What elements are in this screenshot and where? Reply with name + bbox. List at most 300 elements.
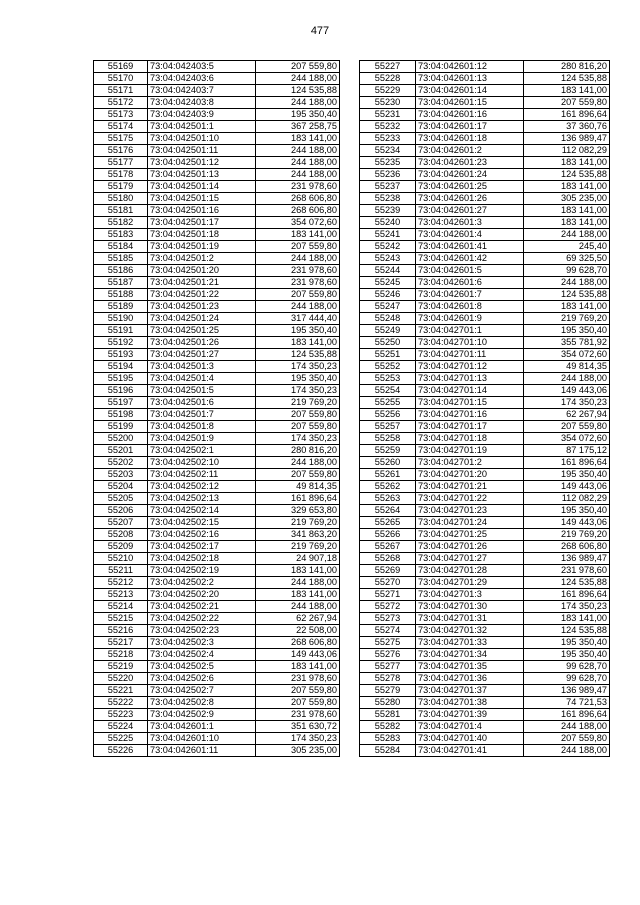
record-number-cell: 55275 — [360, 637, 416, 649]
table-row — [360, 409, 610, 421]
table-row — [360, 481, 610, 493]
cadastral-number-cell: 73:04:042501:17 — [148, 217, 256, 229]
value-cell: 62 267,94 — [256, 613, 340, 625]
record-number-cell: 55241 — [360, 229, 416, 241]
table-row — [360, 529, 610, 541]
cadastral-number-cell: 73:04:042601:8 — [416, 301, 524, 313]
record-number-cell: 55252 — [360, 361, 416, 373]
record-number-cell: 55227 — [360, 61, 416, 73]
cadastral-number-cell: 73:04:042501:14 — [148, 181, 256, 193]
table-row — [360, 397, 610, 409]
cadastral-number-cell: 73:04:042501:24 — [148, 313, 256, 325]
cadastral-number-cell: 73:04:042701:36 — [416, 673, 524, 685]
cadastral-number-cell: 73:04:042501:23 — [148, 301, 256, 313]
table-row — [360, 493, 610, 505]
table-row — [360, 745, 610, 757]
table-row — [360, 553, 610, 565]
record-number-cell: 55284 — [360, 745, 416, 757]
record-number-cell: 55234 — [360, 145, 416, 157]
value-cell: 195 350,40 — [524, 469, 610, 481]
table-row — [94, 301, 340, 313]
table-row — [360, 301, 610, 313]
table-row — [94, 553, 340, 565]
value-cell: 24 907,18 — [256, 553, 340, 565]
table-row — [94, 253, 340, 265]
table-row — [360, 433, 610, 445]
table-row — [360, 121, 610, 133]
value-cell: 124 535,88 — [524, 73, 610, 85]
table-row — [360, 109, 610, 121]
cadastral-number-cell: 73:04:042701:1 — [416, 325, 524, 337]
record-number-cell: 55218 — [94, 649, 148, 661]
table-row — [360, 697, 610, 709]
table-row — [94, 385, 340, 397]
record-number-cell: 55177 — [94, 157, 148, 169]
cadastral-number-cell: 73:04:042403:6 — [148, 73, 256, 85]
table-row — [360, 385, 610, 397]
value-cell: 195 350,40 — [524, 325, 610, 337]
value-cell: 244 188,00 — [256, 577, 340, 589]
record-number-cell: 55232 — [360, 121, 416, 133]
value-cell: 244 188,00 — [256, 601, 340, 613]
table-row — [360, 709, 610, 721]
value-cell: 244 188,00 — [256, 169, 340, 181]
table-row — [94, 625, 340, 637]
record-number-cell: 55248 — [360, 313, 416, 325]
table-row — [94, 433, 340, 445]
table-row — [94, 337, 340, 349]
record-number-cell: 55193 — [94, 349, 148, 361]
table-row — [360, 469, 610, 481]
record-number-cell: 55264 — [360, 505, 416, 517]
table-row — [94, 637, 340, 649]
right-table — [359, 60, 610, 757]
table-row — [360, 253, 610, 265]
table-row — [94, 649, 340, 661]
table-row — [360, 565, 610, 577]
value-cell: 183 141,00 — [524, 85, 610, 97]
cadastral-number-cell: 73:04:042601:27 — [416, 205, 524, 217]
value-cell: 219 769,20 — [524, 313, 610, 325]
table-row — [94, 745, 340, 757]
cadastral-number-cell: 73:04:042502:18 — [148, 553, 256, 565]
value-cell: 244 188,00 — [256, 97, 340, 109]
cadastral-number-cell: 73:04:042601:42 — [416, 253, 524, 265]
cadastral-number-cell: 73:04:042502:3 — [148, 637, 256, 649]
record-number-cell: 55209 — [94, 541, 148, 553]
record-number-cell: 55212 — [94, 577, 148, 589]
record-number-cell: 55280 — [360, 697, 416, 709]
record-number-cell: 55235 — [360, 157, 416, 169]
table-row — [360, 589, 610, 601]
value-cell: 207 559,80 — [524, 421, 610, 433]
cadastral-number-cell: 73:04:042701:35 — [416, 661, 524, 673]
record-number-cell: 55189 — [94, 301, 148, 313]
table-row — [360, 181, 610, 193]
cadastral-number-cell: 73:04:042701:33 — [416, 637, 524, 649]
value-cell: 124 535,88 — [524, 169, 610, 181]
record-number-cell: 55216 — [94, 625, 148, 637]
table-row — [360, 61, 610, 73]
record-number-cell: 55170 — [94, 73, 148, 85]
cadastral-number-cell: 73:04:042501:22 — [148, 289, 256, 301]
record-number-cell: 55256 — [360, 409, 416, 421]
record-number-cell: 55226 — [94, 745, 148, 757]
cadastral-number-cell: 73:04:042502:8 — [148, 697, 256, 709]
record-number-cell: 55194 — [94, 361, 148, 373]
table-row — [360, 637, 610, 649]
value-cell: 268 606,80 — [256, 637, 340, 649]
cadastral-number-cell: 73:04:042701:37 — [416, 685, 524, 697]
record-number-cell: 55169 — [94, 61, 148, 73]
value-cell: 183 141,00 — [524, 613, 610, 625]
record-number-cell: 55243 — [360, 253, 416, 265]
record-number-cell: 55267 — [360, 541, 416, 553]
value-cell: 99 628,70 — [524, 661, 610, 673]
cadastral-number-cell: 73:04:042601:10 — [148, 733, 256, 745]
cadastral-number-cell: 73:04:042701:3 — [416, 589, 524, 601]
table-row — [360, 733, 610, 745]
table-row — [94, 169, 340, 181]
table-row — [94, 421, 340, 433]
record-number-cell: 55278 — [360, 673, 416, 685]
table-row — [360, 577, 610, 589]
table-row — [94, 241, 340, 253]
value-cell: 231 978,60 — [256, 181, 340, 193]
record-number-cell: 55220 — [94, 673, 148, 685]
cadastral-number-cell: 73:04:042701:24 — [416, 517, 524, 529]
record-number-cell: 55268 — [360, 553, 416, 565]
record-number-cell: 55173 — [94, 109, 148, 121]
table-row — [360, 349, 610, 361]
record-number-cell: 55201 — [94, 445, 148, 457]
cadastral-number-cell: 73:04:042601:18 — [416, 133, 524, 145]
cadastral-number-cell: 73:04:042701:28 — [416, 565, 524, 577]
cadastral-number-cell: 73:04:042502:2 — [148, 577, 256, 589]
record-number-cell: 55178 — [94, 169, 148, 181]
table-row — [360, 613, 610, 625]
record-number-cell: 55230 — [360, 97, 416, 109]
cadastral-number-cell: 73:04:042701:23 — [416, 505, 524, 517]
cadastral-number-cell: 73:04:042601:6 — [416, 277, 524, 289]
value-cell: 99 628,70 — [524, 265, 610, 277]
record-number-cell: 55210 — [94, 553, 148, 565]
table-row — [360, 193, 610, 205]
value-cell: 280 816,20 — [524, 61, 610, 73]
table-row — [94, 673, 340, 685]
record-number-cell: 55266 — [360, 529, 416, 541]
cadastral-number-cell: 73:04:042701:38 — [416, 697, 524, 709]
record-number-cell: 55211 — [94, 565, 148, 577]
value-cell: 22 508,00 — [256, 625, 340, 637]
cadastral-number-cell: 73:04:042501:10 — [148, 133, 256, 145]
value-cell: 219 769,20 — [256, 517, 340, 529]
cadastral-number-cell: 73:04:042601:23 — [416, 157, 524, 169]
cadastral-number-cell: 73:04:042502:21 — [148, 601, 256, 613]
cadastral-number-cell: 73:04:042601:41 — [416, 241, 524, 253]
record-number-cell: 55253 — [360, 373, 416, 385]
table-row — [94, 577, 340, 589]
cadastral-number-cell: 73:04:042601:15 — [416, 97, 524, 109]
record-number-cell: 55262 — [360, 481, 416, 493]
value-cell: 124 535,88 — [524, 289, 610, 301]
value-cell: 195 350,40 — [256, 109, 340, 121]
value-cell: 183 141,00 — [524, 301, 610, 313]
record-number-cell: 55251 — [360, 349, 416, 361]
record-number-cell: 55244 — [360, 265, 416, 277]
cadastral-number-cell: 73:04:042501:25 — [148, 325, 256, 337]
table-row — [360, 601, 610, 613]
cadastral-number-cell: 73:04:042502:22 — [148, 613, 256, 625]
value-cell: 317 444,40 — [256, 313, 340, 325]
cadastral-number-cell: 73:04:042501:19 — [148, 241, 256, 253]
value-cell: 183 141,00 — [256, 661, 340, 673]
table-row — [360, 289, 610, 301]
cadastral-number-cell: 73:04:042502:23 — [148, 625, 256, 637]
cadastral-number-cell: 73:04:042502:20 — [148, 589, 256, 601]
value-cell: 244 188,00 — [524, 721, 610, 733]
table-row — [94, 289, 340, 301]
record-number-cell: 55247 — [360, 301, 416, 313]
cadastral-number-cell: 73:04:042502:13 — [148, 493, 256, 505]
value-cell: 280 816,20 — [256, 445, 340, 457]
value-cell: 207 559,80 — [524, 97, 610, 109]
cadastral-number-cell: 73:04:042701:10 — [416, 337, 524, 349]
value-cell: 231 978,60 — [524, 565, 610, 577]
cadastral-number-cell: 73:04:042701:39 — [416, 709, 524, 721]
cadastral-number-cell: 73:04:042501:26 — [148, 337, 256, 349]
record-number-cell: 55215 — [94, 613, 148, 625]
table-row — [360, 457, 610, 469]
table-row — [94, 325, 340, 337]
record-number-cell: 55179 — [94, 181, 148, 193]
cadastral-number-cell: 73:04:042701:41 — [416, 745, 524, 757]
value-cell: 268 606,80 — [256, 205, 340, 217]
table-row — [360, 73, 610, 85]
table-row — [360, 661, 610, 673]
record-number-cell: 55204 — [94, 481, 148, 493]
cadastral-number-cell: 73:04:042502:10 — [148, 457, 256, 469]
value-cell: 174 350,23 — [256, 733, 340, 745]
cadastral-number-cell: 73:04:042501:12 — [148, 157, 256, 169]
record-number-cell: 55185 — [94, 253, 148, 265]
table-row — [360, 685, 610, 697]
cadastral-number-cell: 73:04:042701:14 — [416, 385, 524, 397]
record-number-cell: 55277 — [360, 661, 416, 673]
value-cell: 207 559,80 — [256, 685, 340, 697]
record-number-cell: 55257 — [360, 421, 416, 433]
cadastral-number-cell: 73:04:042701:19 — [416, 445, 524, 457]
cadastral-number-cell: 73:04:042701:11 — [416, 349, 524, 361]
table-row — [94, 721, 340, 733]
table-row — [360, 625, 610, 637]
record-number-cell: 55238 — [360, 193, 416, 205]
value-cell: 62 267,94 — [524, 409, 610, 421]
value-cell: 244 188,00 — [256, 157, 340, 169]
value-cell: 136 989,47 — [524, 133, 610, 145]
value-cell: 305 235,00 — [524, 193, 610, 205]
value-cell: 244 188,00 — [524, 229, 610, 241]
table-row — [94, 685, 340, 697]
record-number-cell: 55237 — [360, 181, 416, 193]
value-cell: 49 814,35 — [524, 361, 610, 373]
value-cell: 183 141,00 — [256, 229, 340, 241]
table-row — [94, 661, 340, 673]
table-row — [94, 313, 340, 325]
value-cell: 99 628,70 — [524, 673, 610, 685]
table-row — [94, 373, 340, 385]
record-number-cell: 55276 — [360, 649, 416, 661]
cadastral-number-cell: 73:04:042502:7 — [148, 685, 256, 697]
value-cell: 207 559,80 — [256, 61, 340, 73]
value-cell: 244 188,00 — [256, 457, 340, 469]
record-number-cell: 55199 — [94, 421, 148, 433]
table-row — [94, 469, 340, 481]
value-cell: 244 188,00 — [524, 373, 610, 385]
record-number-cell: 55222 — [94, 697, 148, 709]
cadastral-number-cell: 73:04:042502:14 — [148, 505, 256, 517]
value-cell: 183 141,00 — [524, 181, 610, 193]
record-number-cell: 55245 — [360, 277, 416, 289]
record-number-cell: 55254 — [360, 385, 416, 397]
value-cell: 355 781,92 — [524, 337, 610, 349]
table-row — [360, 517, 610, 529]
table-row — [94, 193, 340, 205]
value-cell: 183 141,00 — [524, 217, 610, 229]
value-cell: 174 350,23 — [256, 385, 340, 397]
value-cell: 136 989,47 — [524, 553, 610, 565]
table-row — [360, 169, 610, 181]
table-row — [94, 61, 340, 73]
table-row — [94, 181, 340, 193]
value-cell: 183 141,00 — [524, 205, 610, 217]
record-number-cell: 55223 — [94, 709, 148, 721]
record-number-cell: 55269 — [360, 565, 416, 577]
table-row — [94, 481, 340, 493]
cadastral-number-cell: 73:04:042403:9 — [148, 109, 256, 121]
record-number-cell: 55188 — [94, 289, 148, 301]
table-row — [360, 85, 610, 97]
table-row — [94, 361, 340, 373]
record-number-cell: 55233 — [360, 133, 416, 145]
cadastral-number-cell: 73:04:042501:8 — [148, 421, 256, 433]
cadastral-number-cell: 73:04:042501:4 — [148, 373, 256, 385]
cadastral-number-cell: 73:04:042701:27 — [416, 553, 524, 565]
table-row — [360, 541, 610, 553]
table-row — [360, 673, 610, 685]
record-number-cell: 55225 — [94, 733, 148, 745]
table-row — [94, 145, 340, 157]
record-number-cell: 55195 — [94, 373, 148, 385]
value-cell: 124 535,88 — [524, 625, 610, 637]
value-cell: 183 141,00 — [256, 337, 340, 349]
value-cell: 207 559,80 — [256, 421, 340, 433]
value-cell: 354 072,60 — [524, 433, 610, 445]
table-row — [360, 217, 610, 229]
record-number-cell: 55198 — [94, 409, 148, 421]
record-number-cell: 55231 — [360, 109, 416, 121]
cadastral-number-cell: 73:04:042701:26 — [416, 541, 524, 553]
cadastral-number-cell: 73:04:042502:15 — [148, 517, 256, 529]
record-number-cell: 55214 — [94, 601, 148, 613]
cadastral-number-cell: 73:04:042701:15 — [416, 397, 524, 409]
value-cell: 161 896,64 — [524, 589, 610, 601]
table-row — [94, 73, 340, 85]
value-cell: 244 188,00 — [256, 301, 340, 313]
record-number-cell: 55192 — [94, 337, 148, 349]
cadastral-number-cell: 73:04:042501:27 — [148, 349, 256, 361]
value-cell: 69 325,50 — [524, 253, 610, 265]
cadastral-number-cell: 73:04:042501:13 — [148, 169, 256, 181]
record-number-cell: 55228 — [360, 73, 416, 85]
cadastral-number-cell: 73:04:042502:5 — [148, 661, 256, 673]
record-number-cell: 55208 — [94, 529, 148, 541]
record-number-cell: 55261 — [360, 469, 416, 481]
cadastral-number-cell: 73:04:042501:15 — [148, 193, 256, 205]
table-row — [360, 97, 610, 109]
cadastral-number-cell: 73:04:042701:25 — [416, 529, 524, 541]
record-number-cell: 55190 — [94, 313, 148, 325]
record-number-cell: 55176 — [94, 145, 148, 157]
cadastral-number-cell: 73:04:042701:18 — [416, 433, 524, 445]
table-row — [94, 457, 340, 469]
record-number-cell: 55240 — [360, 217, 416, 229]
cadastral-number-cell: 73:04:042403:5 — [148, 61, 256, 73]
cadastral-number-cell: 73:04:042701:20 — [416, 469, 524, 481]
cadastral-number-cell: 73:04:042601:7 — [416, 289, 524, 301]
table-row — [360, 505, 610, 517]
record-number-cell: 55255 — [360, 397, 416, 409]
value-cell: 305 235,00 — [256, 745, 340, 757]
cadastral-number-cell: 73:04:042502:1 — [148, 445, 256, 457]
value-cell: 351 630,72 — [256, 721, 340, 733]
value-cell: 329 653,80 — [256, 505, 340, 517]
value-cell: 354 072,60 — [524, 349, 610, 361]
table-row — [360, 229, 610, 241]
cadastral-number-cell: 73:04:042601:5 — [416, 265, 524, 277]
cadastral-number-cell: 73:04:042701:29 — [416, 577, 524, 589]
record-number-cell: 55259 — [360, 445, 416, 457]
value-cell: 161 896,64 — [524, 109, 610, 121]
page-number: 477 — [310, 25, 330, 37]
cadastral-number-cell: 73:04:042701:12 — [416, 361, 524, 373]
record-number-cell: 55272 — [360, 601, 416, 613]
record-number-cell: 55213 — [94, 589, 148, 601]
value-cell: 112 082,29 — [524, 493, 610, 505]
table-row — [360, 313, 610, 325]
cadastral-number-cell: 73:04:042501:16 — [148, 205, 256, 217]
record-number-cell: 55191 — [94, 325, 148, 337]
value-cell: 183 141,00 — [256, 589, 340, 601]
record-number-cell: 55175 — [94, 133, 148, 145]
value-cell: 207 559,80 — [256, 697, 340, 709]
table-row — [94, 349, 340, 361]
value-cell: 195 350,40 — [524, 637, 610, 649]
cadastral-number-cell: 73:04:042502:4 — [148, 649, 256, 661]
cadastral-number-cell: 73:04:042701:13 — [416, 373, 524, 385]
record-number-cell: 55270 — [360, 577, 416, 589]
record-number-cell: 55250 — [360, 337, 416, 349]
record-number-cell: 55217 — [94, 637, 148, 649]
table-row — [94, 529, 340, 541]
cadastral-number-cell: 73:04:042601:14 — [416, 85, 524, 97]
table-row — [360, 265, 610, 277]
value-cell: 183 141,00 — [256, 565, 340, 577]
cadastral-number-cell: 73:04:042501:1 — [148, 121, 256, 133]
record-number-cell: 55282 — [360, 721, 416, 733]
value-cell: 207 559,80 — [256, 409, 340, 421]
value-cell: 207 559,80 — [256, 241, 340, 253]
